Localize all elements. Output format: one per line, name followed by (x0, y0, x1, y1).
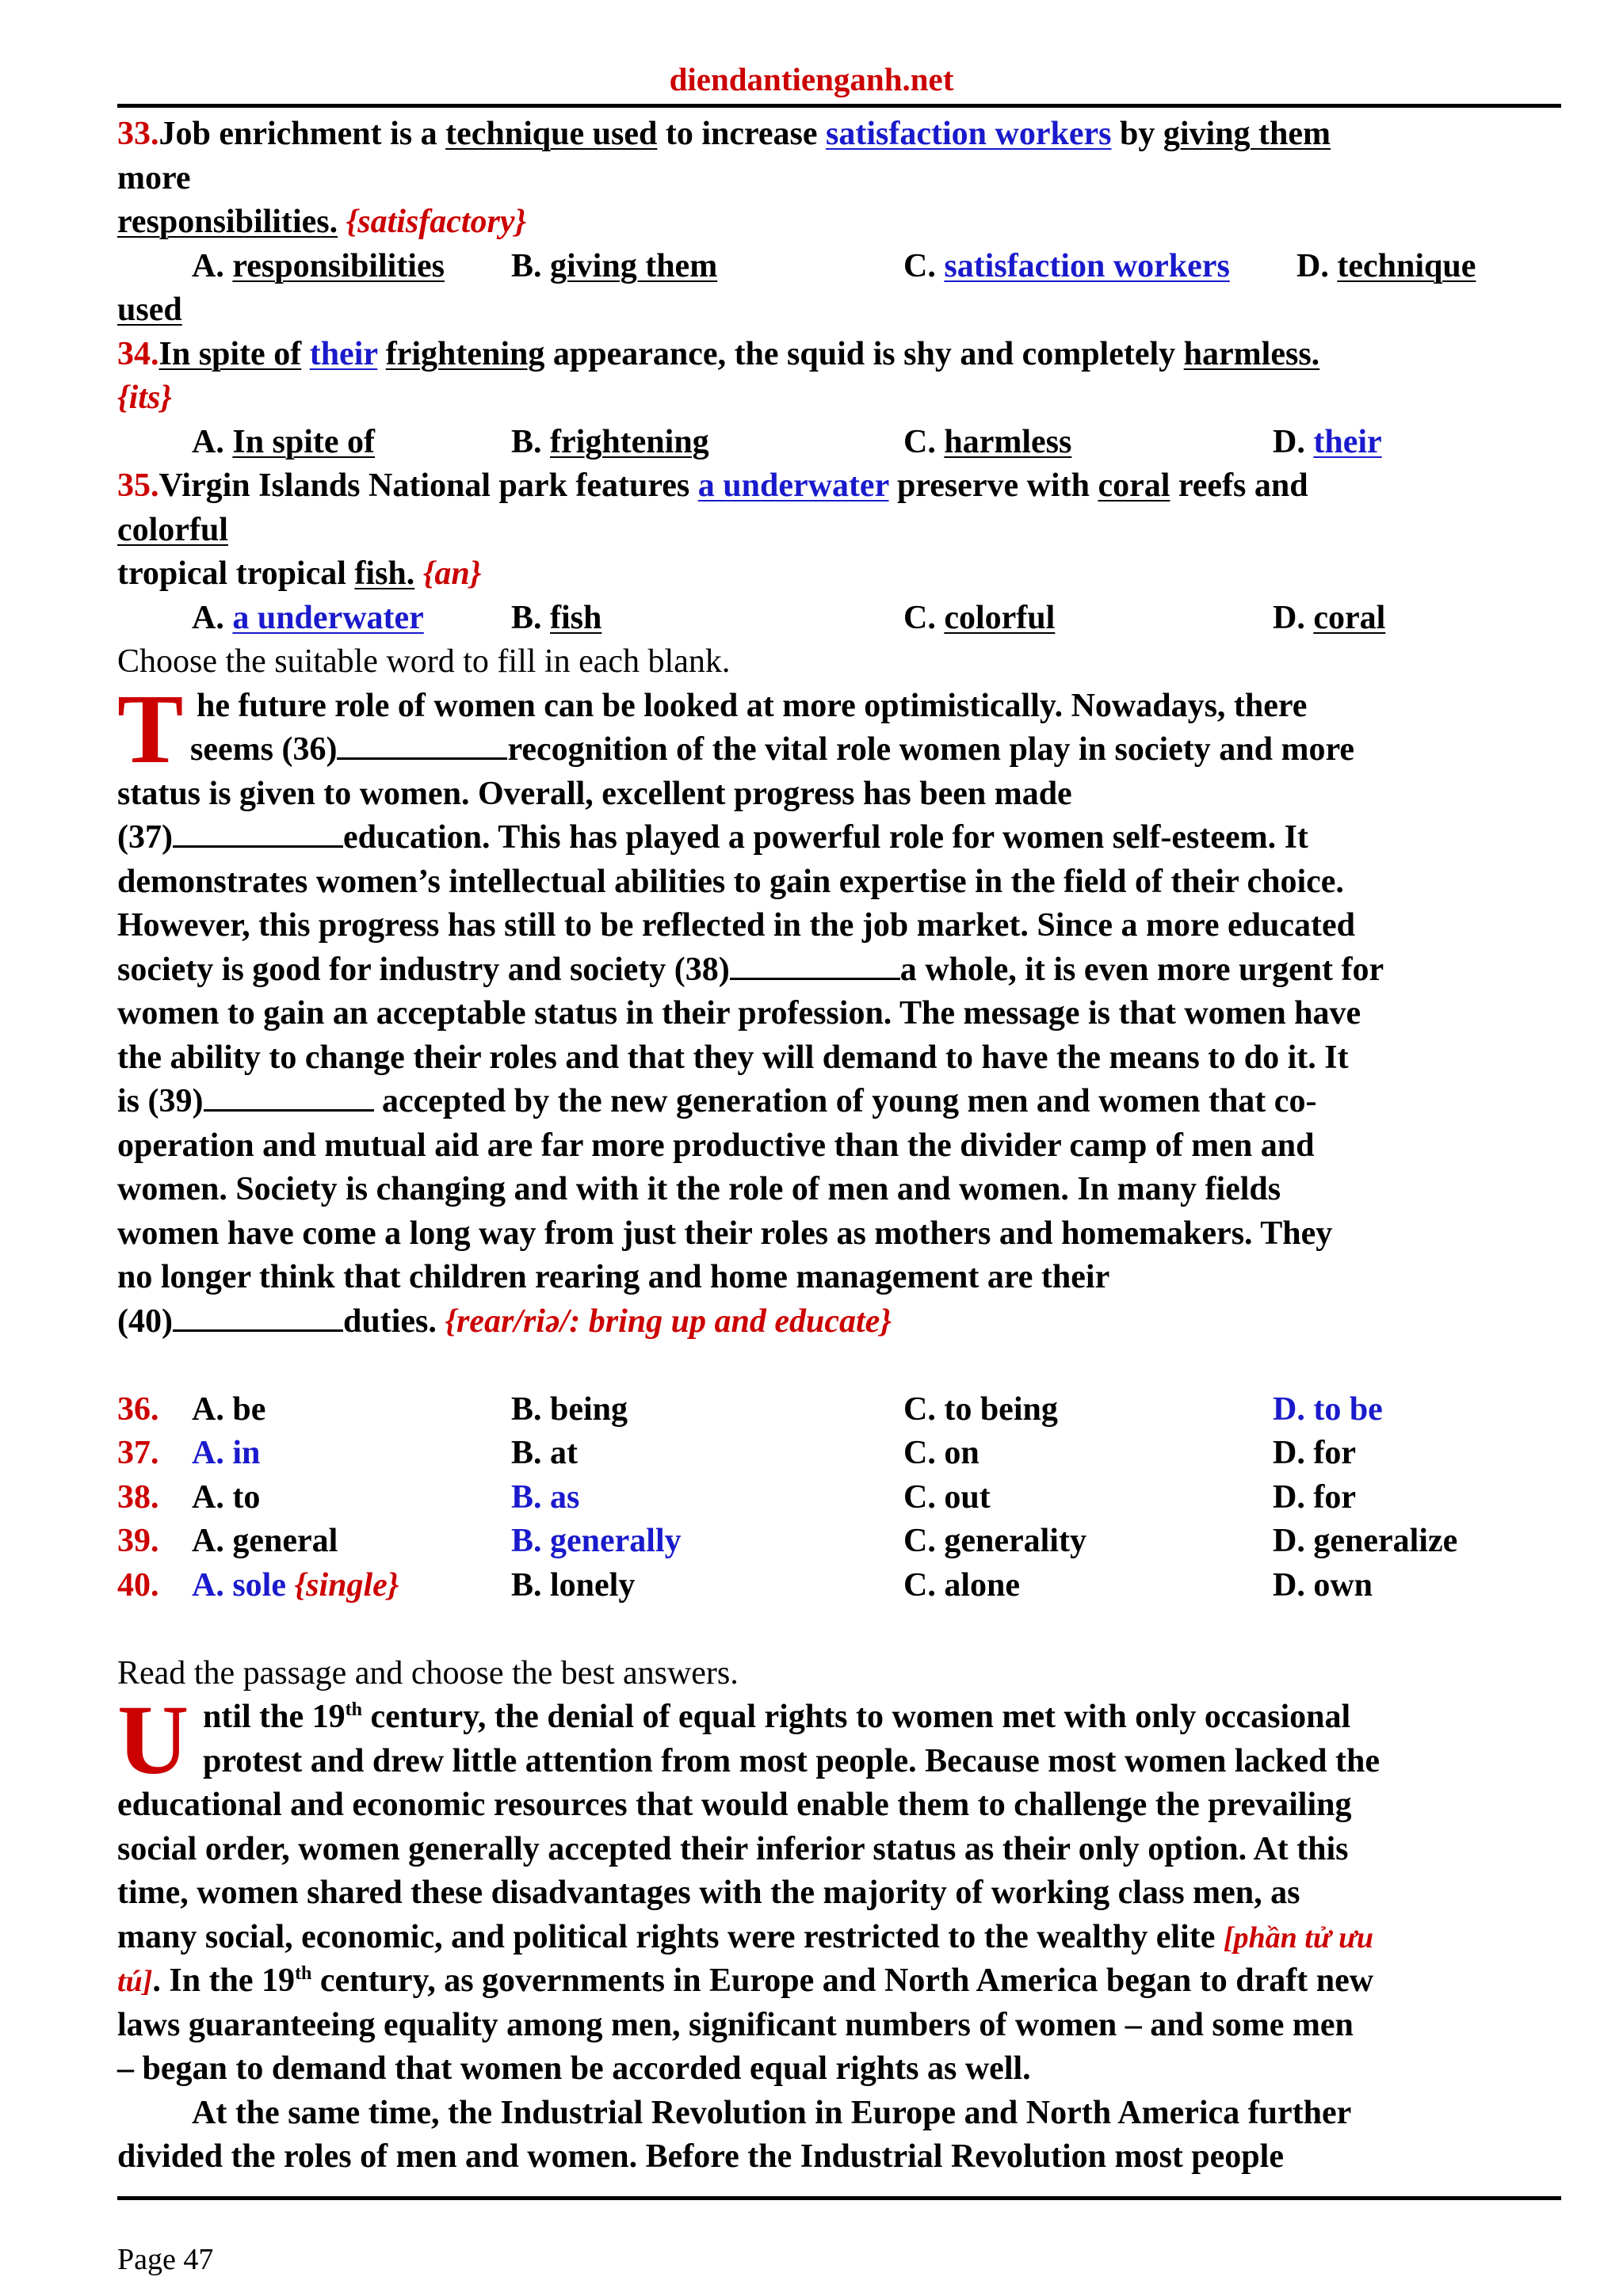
option-d[interactable]: D. coral (1273, 599, 1386, 636)
option-d[interactable]: D. for (1273, 1435, 1356, 1471)
drop-cap: T (117, 674, 184, 784)
question-35-options (117, 597, 1561, 641)
blank-40[interactable] (173, 1301, 343, 1332)
option-d[interactable]: D. for (1273, 1478, 1356, 1516)
instruction-cloze: Choose the suitable word to fill in each blank. (117, 643, 731, 680)
option-a[interactable]: A. to (192, 1478, 261, 1516)
passage-2: U ntil the 19th century, the denial of equal rights to women met with only occasional (117, 1686, 1351, 1795)
option-c[interactable]: C. colorful (903, 599, 1056, 636)
option-d[interactable]: D. to be (1273, 1390, 1383, 1428)
instruction-reading: Read the passage and choose the best answers. (117, 1654, 739, 1691)
footer-rule (117, 2196, 1561, 2200)
option-b[interactable]: B. lonely (511, 1566, 636, 1604)
answer-row-36: 36. A. be B. being C. to being D. to be (117, 1388, 1561, 1432)
worksheet-content: 33.Job enrichment is a technique used to increase satisfaction workers by giving them more responsibilities. {satisfactory} A. responsibilities B. giving them C. satisfaction workers D. technique used 34.In spite of their frightening appearance, the squid is shy and completely harmless. {its} A. In spite of B. frightening C. harmless D. their 35.Virgin Islands National park features a underwater preserve with coral reefs and colorful tropical tropical fish. {an} A. a underwater B. fish C. colorful D. coral Choose the suitable word to fill in each blank. T he future role of women can be looked at more optimistically. Nowadays, there seems (36) recognition of the vital role women play in society and more status is given to women. Overall, excellent progress has been made (37) education. This has played a powerful role for women self-esteem. It demonstrates women’s intellectual abilities to gain expertise in the field of their choice. However, this progress has still to be reflected in the job market. Since a more educated society is good for industry and society (38) a whole, it is even more urgent for women to gain an acceptable status in their profession. The message is that women have the ability to change their roles and that they will demand to have the means to do it. It is (39) accepted by the new generation of young men and women that co- operation and mutual aid are far more productive than the divider camp of men and women. Society is changing and with it the role of men and women. In many fields women have come a long way from just their roles as mothers and homemakers. They no longer think that children rearing and home management are their (40) duties. {rear/riə/: bring up and educate} 36. A. be B. being C. to being D. to be 37. A. in B. at C. on D. for 38. A. to B. as C. out D. for 39. A. general B. generally C. generality D. generalize 40. A. sole {single} B. lonely C. alone D. own Read the passage and choose the best answers. U ntil the 19th century, the denial of equal rights to women met with only occasional protest and drew little attention from most people. Because most women lacked the educational and economic resources that would enable them to challenge the prevailing social order, women generally accepted their inferior status as their only option. At this time, women shared these disadvantages with the majority of working class men, as many social, economic, and political rights were restricted to the wealthy elite [phần tử ưu tú]. In the 19th century, as governments in Europe and North America began to draft new laws guaranteeing equality among men, significant numbers of women – and some men – began to demand that women be accorded equal rights as well. At the same time, the Industrial Revolution in Europe and North America further divided the roles of men and women. Before the Industrial Revolution most people (117, 113, 1561, 2180)
question-34: 34.In spite of their frightening appearance, the squid is shy and completely harmless. (117, 335, 1320, 372)
answer-row-40: 40. A. sole {single} B. lonely C. alone D. own (117, 1564, 1561, 1608)
blank-36[interactable] (337, 729, 507, 760)
option-c[interactable]: C. out (903, 1478, 991, 1516)
answer-row-38: 38. A. to B. as C. out D. for (117, 1476, 1561, 1520)
answer-row-37: 37. A. in B. at C. on D. for (117, 1432, 1561, 1476)
blank-39[interactable] (204, 1081, 374, 1112)
option-b[interactable]: B. at (511, 1435, 578, 1471)
option-c[interactable]: C. generality (903, 1523, 1086, 1559)
site-header[interactable]: diendantienganh.net (669, 61, 954, 97)
option-d[interactable]: D. their (1273, 423, 1382, 460)
question-33: 33.Job enrichment is a technique used to increase satisfaction workers by giving them (117, 116, 1331, 152)
option-a[interactable]: A. general (192, 1523, 338, 1559)
answer-note: {an} (414, 555, 482, 592)
option-b[interactable]: B. frightening (511, 423, 709, 460)
header-rule (117, 104, 1561, 108)
option-b[interactable]: B. as (511, 1478, 580, 1516)
option-b[interactable]: B. being (511, 1390, 628, 1428)
drop-cap: U (117, 1686, 189, 1795)
option-a[interactable]: A. sole {single} (192, 1566, 399, 1604)
option-c[interactable]: C. alone (903, 1566, 1020, 1604)
answer-row-39: 39. A. general B. generally C. generality D. generalize (117, 1520, 1561, 1564)
option-c[interactable]: C. harmless (903, 423, 1072, 460)
blank-37[interactable] (173, 817, 343, 848)
question-33-options (117, 245, 1561, 289)
option-d[interactable]: D. generalize (1273, 1523, 1458, 1559)
option-a[interactable]: A. a underwater (192, 599, 424, 636)
option-c[interactable]: C. satisfaction workers (903, 247, 1230, 284)
question-35: 35.Virgin Islands National park features a underwater preserve with coral reefs and (117, 467, 1308, 504)
question-34-options (117, 421, 1561, 465)
option-c[interactable]: C. to being (903, 1390, 1058, 1428)
option-d[interactable]: D. own (1273, 1566, 1373, 1604)
translation-note: [phần tử ưu (1223, 1920, 1373, 1955)
page-number: Page 47 (117, 2243, 214, 2276)
option-b[interactable]: B. generally (511, 1523, 682, 1559)
option-a[interactable]: A. in (192, 1435, 261, 1471)
answer-note: {rear/riə/: bring up and educate} (445, 1302, 892, 1340)
option-c[interactable]: C. on (903, 1435, 980, 1471)
option-a[interactable]: A. responsibilities (192, 247, 445, 284)
option-b[interactable]: B. giving them (511, 247, 718, 284)
answer-note: {its} (117, 379, 172, 416)
blank-38[interactable] (730, 949, 900, 980)
option-b[interactable]: B. fish (511, 599, 602, 636)
option-d[interactable]: D. technique (1296, 247, 1476, 284)
passage-1: T he future role of women can be looked at more optimistically. Nowadays, there (117, 674, 1308, 784)
option-a[interactable]: A. be (192, 1390, 266, 1428)
option-a[interactable]: A. In spite of (192, 423, 376, 460)
answer-note: {satisfactory} (346, 204, 527, 240)
